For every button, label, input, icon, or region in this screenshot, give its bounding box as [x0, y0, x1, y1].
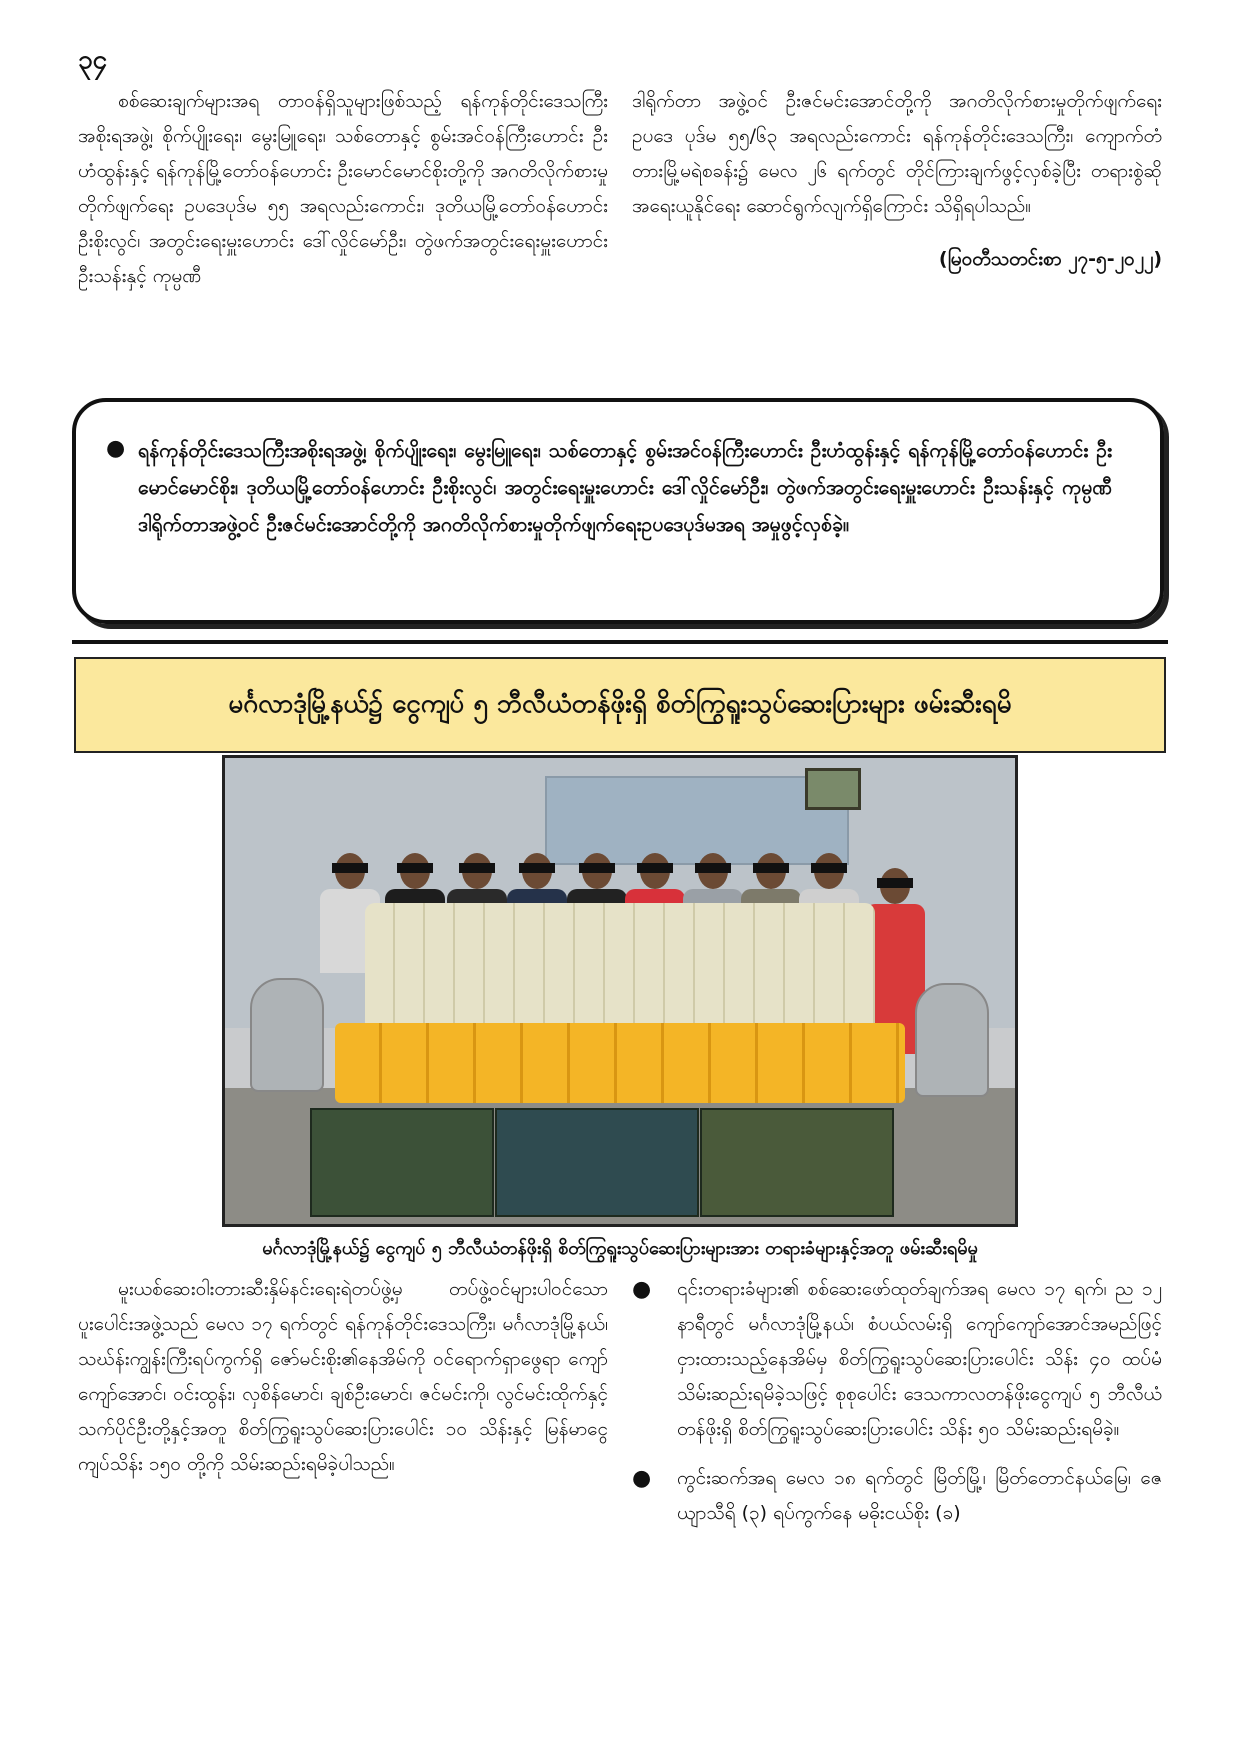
photo-white-packages [365, 903, 875, 1038]
list-item-text: ကွင်းဆက်အရ မေလ ၁၈ ရက်တွင် မြိတ်မြို့၊ မြိတ်တောင်နယ်မြေ၊ ဇေယျာသီရိ (၃) ရပ်ကွက်နေ မဓိုးငယ်စိုး (ခ) [677, 1467, 1162, 1524]
article-paragraph: ဒါရိုက်တာ အဖွဲ့ဝင် ဦးဇင်မင်းအောင်တို့ကို အဂတိလိုက်စားမှုတိုက်ဖျက်ရေးဥပဒေ ပုဒ်မ ၅၅/၆၃ အရလည်းကောင်း ရန်ကုန်တိုင်းဒေသကြီး၊ ကျောက်တံတားမြို့မရဲစခန်း၌ မေလ ၂၆ ရက်တွင် တိုင်ကြားချက်ဖွင့်လှစ်ခဲ့ပြီး တရားစွဲဆိုအရေးယူနိုင်ရေး ဆောင်ရွက်လျက်ရှိကြောင်း သိရှိရပါသည်။ [632, 90, 1162, 217]
photo-wall-frame [805, 768, 861, 810]
bullet-icon: ● [106, 436, 126, 461]
summary-text: ရန်ကုန်တိုင်းဒေသကြီးအစိုးရအဖွဲ့၊ စိုက်ပျိုးရေး၊ မွေးမြူရေး၊ သစ်တောနှင့် စွမ်းအင်ဝန်ကြီးဟောင်း ဦးဟံထွန်းနှင့် ရန်ကုန်မြို့တော်ဝန်ဟောင်း ဦးမောင်မောင်စိုး၊ ဒုတိယမြို့တော်ဝန်ဟောင်း ဦးစိုးလွင်၊ အတွင်းရေးမှူးဟောင်း ဒေါ်လှိုင်မော်ဦး၊ တွဲဖက်အတွင်းရေးမှူးဟောင်း ဦးသန်းနှင့် ကုမ္ပဏီဒါရိုက်တာအဖွဲ့ဝင် ဦးဇင်မင်းအောင်တို့ကို အဂတိလိုက်စားမှုတိုက်ဖျက်ရေးဥပဒေပုဒ်မအရ အမှုဖွင့်လှစ်ခဲ့။ [138, 439, 1112, 536]
list-item [632, 1461, 1162, 1531]
photo-crate [700, 1108, 894, 1217]
list-item [632, 1272, 1162, 1447]
photo-gas-tank [250, 978, 324, 1092]
summary-box [72, 398, 1164, 624]
bullet-icon: ● [632, 1277, 652, 1302]
photo-caption: မင်္ဂလာဒုံမြို့နယ်၌ ငွေကျပ် ၅ ဘီလီယံတန်ဖိုးရှိ စိတ်ကြွရူးသွပ်ဆေးပြားများအား တရားခံများနှင့်အတူ ဖမ်းဆီးရမိမှု [262, 1238, 978, 1259]
section-divider [72, 640, 1168, 644]
headline-text: မင်္ဂလာဒုံမြို့နယ်၌ ငွေကျပ် ၅ ဘီလီယံတန်ဖိုးရှိ စိတ်ကြွရူးသွပ်ဆေးပြားများ ဖမ်းဆီးရမိ [228, 688, 1012, 719]
headline-banner [74, 657, 1166, 753]
page-number: ၃၄ [78, 45, 108, 75]
photo-yellow-packages [335, 1023, 905, 1103]
bullet-icon: ● [632, 1466, 652, 1491]
article-column-bottom-left [78, 1272, 608, 1482]
source-citation: (မြဝတီသတင်းစာ ၂၇-၅-၂၀၂၂) [938, 248, 1162, 270]
article-column-top-left [78, 84, 608, 294]
article-column-top-right [632, 84, 1162, 277]
article-paragraph: စစ်ဆေးချက်များအရ တာဝန်ရှိသူများဖြစ်သည့် ရန်ကုန်တိုင်းဒေသကြီးအစိုးရအဖွဲ့၊ စိုက်ပျိုးရေး၊ မွေးမြူရေး၊ သစ်တောနှင့် စွမ်းအင်ဝန်ကြီးဟောင်း ဦးဟံထွန်းနှင့် ရန်ကုန်မြို့တော်ဝန်ဟောင်း ဦးမောင်မောင်စိုးတို့ကို အဂတိလိုက်စားမှုတိုက်ဖျက်ရေး ဥပဒေပုဒ်မ ၅၅ အရလည်းကောင်း၊ ဒုတိယမြို့တော်ဝန်ဟောင်း ဦးစိုးလွင်၊ အတွင်းရေးမှူးဟောင်း ဒေါ်လှိုင်မော်ဦး၊ တွဲဖက်အတွင်းရေးမှူးဟောင်း ဦးသန်းနှင့် ကုမ္ပဏီ [78, 90, 608, 287]
article-column-bottom-right [632, 1272, 1162, 1545]
seized-drugs-photo [222, 755, 1018, 1227]
photo-gas-tank [915, 983, 989, 1097]
article-paragraph: မူးယစ်ဆေးဝါးတားဆီးနှိမ်နင်းရေးရဲတပ်ဖွဲ့မှ တပ်ဖွဲ့ဝင်များပါဝင်သော ပူးပေါင်းအဖွဲ့သည် မေလ ၁၇ ရက်တွင် ရန်ကုန်တိုင်းဒေသကြီး၊ မင်္ဂလာဒုံမြို့နယ်၊ သဃ်န်းကျွန်းကြီးရပ်ကွက်ရှိ ဇော်မင်းစိုး၏နေအိမ်ကို ဝင်ရောက်ရှာဖွေရာ ကျော်ကျော်အောင်၊ ဝင်းထွန်း၊ လှစိန်မောင်၊ ချစ်ဦးမောင်၊ ဇင်မင်းကို၊ လွင်မင်းထိုက်နှင့် သက်ပိုင်ဦးတို့နှင့်အတူ စိတ်ကြွရူးသွပ်ဆေးပြားပေါင်း ၁၀ သိန်းနှင့် မြန်မာငွေကျပ်သိန်း ၁၅၀ တို့ကို သိမ်းဆည်းရမိခဲ့ပါသည်။ [78, 1278, 608, 1475]
photo-window [545, 776, 849, 865]
photo-crate [310, 1108, 494, 1217]
photo-crate [495, 1108, 699, 1217]
list-item-text: ၎င်းတရားခံများ၏ စစ်ဆေးဖော်ထုတ်ချက်အရ မေလ ၁၇ ရက်၊ ည ၁၂ နာရီတွင် မင်္ဂလာဒုံမြို့နယ်၊ စံပယ်လမ်းရှိ ကျော်ကျော်အောင်အမည်ဖြင့် ငှားထားသည့်နေအိမ်မှ စိတ်ကြွရူးသွပ်ဆေးပြားပေါင်း သိန်း ၄၀ ထပ်မံသိမ်းဆည်းရမိခဲ့သဖြင့် စုစုပေါင်း ဒေသကာလတန်ဖိုးငွေကျပ် ၅ ဘီလီယံတန်ဖိုးရှိ စိတ်ကြွရူးသွပ်ဆေးပြားပေါင်း သိန်း ၅၀ သိမ်းဆည်းရမိခဲ့။ [677, 1278, 1162, 1440]
